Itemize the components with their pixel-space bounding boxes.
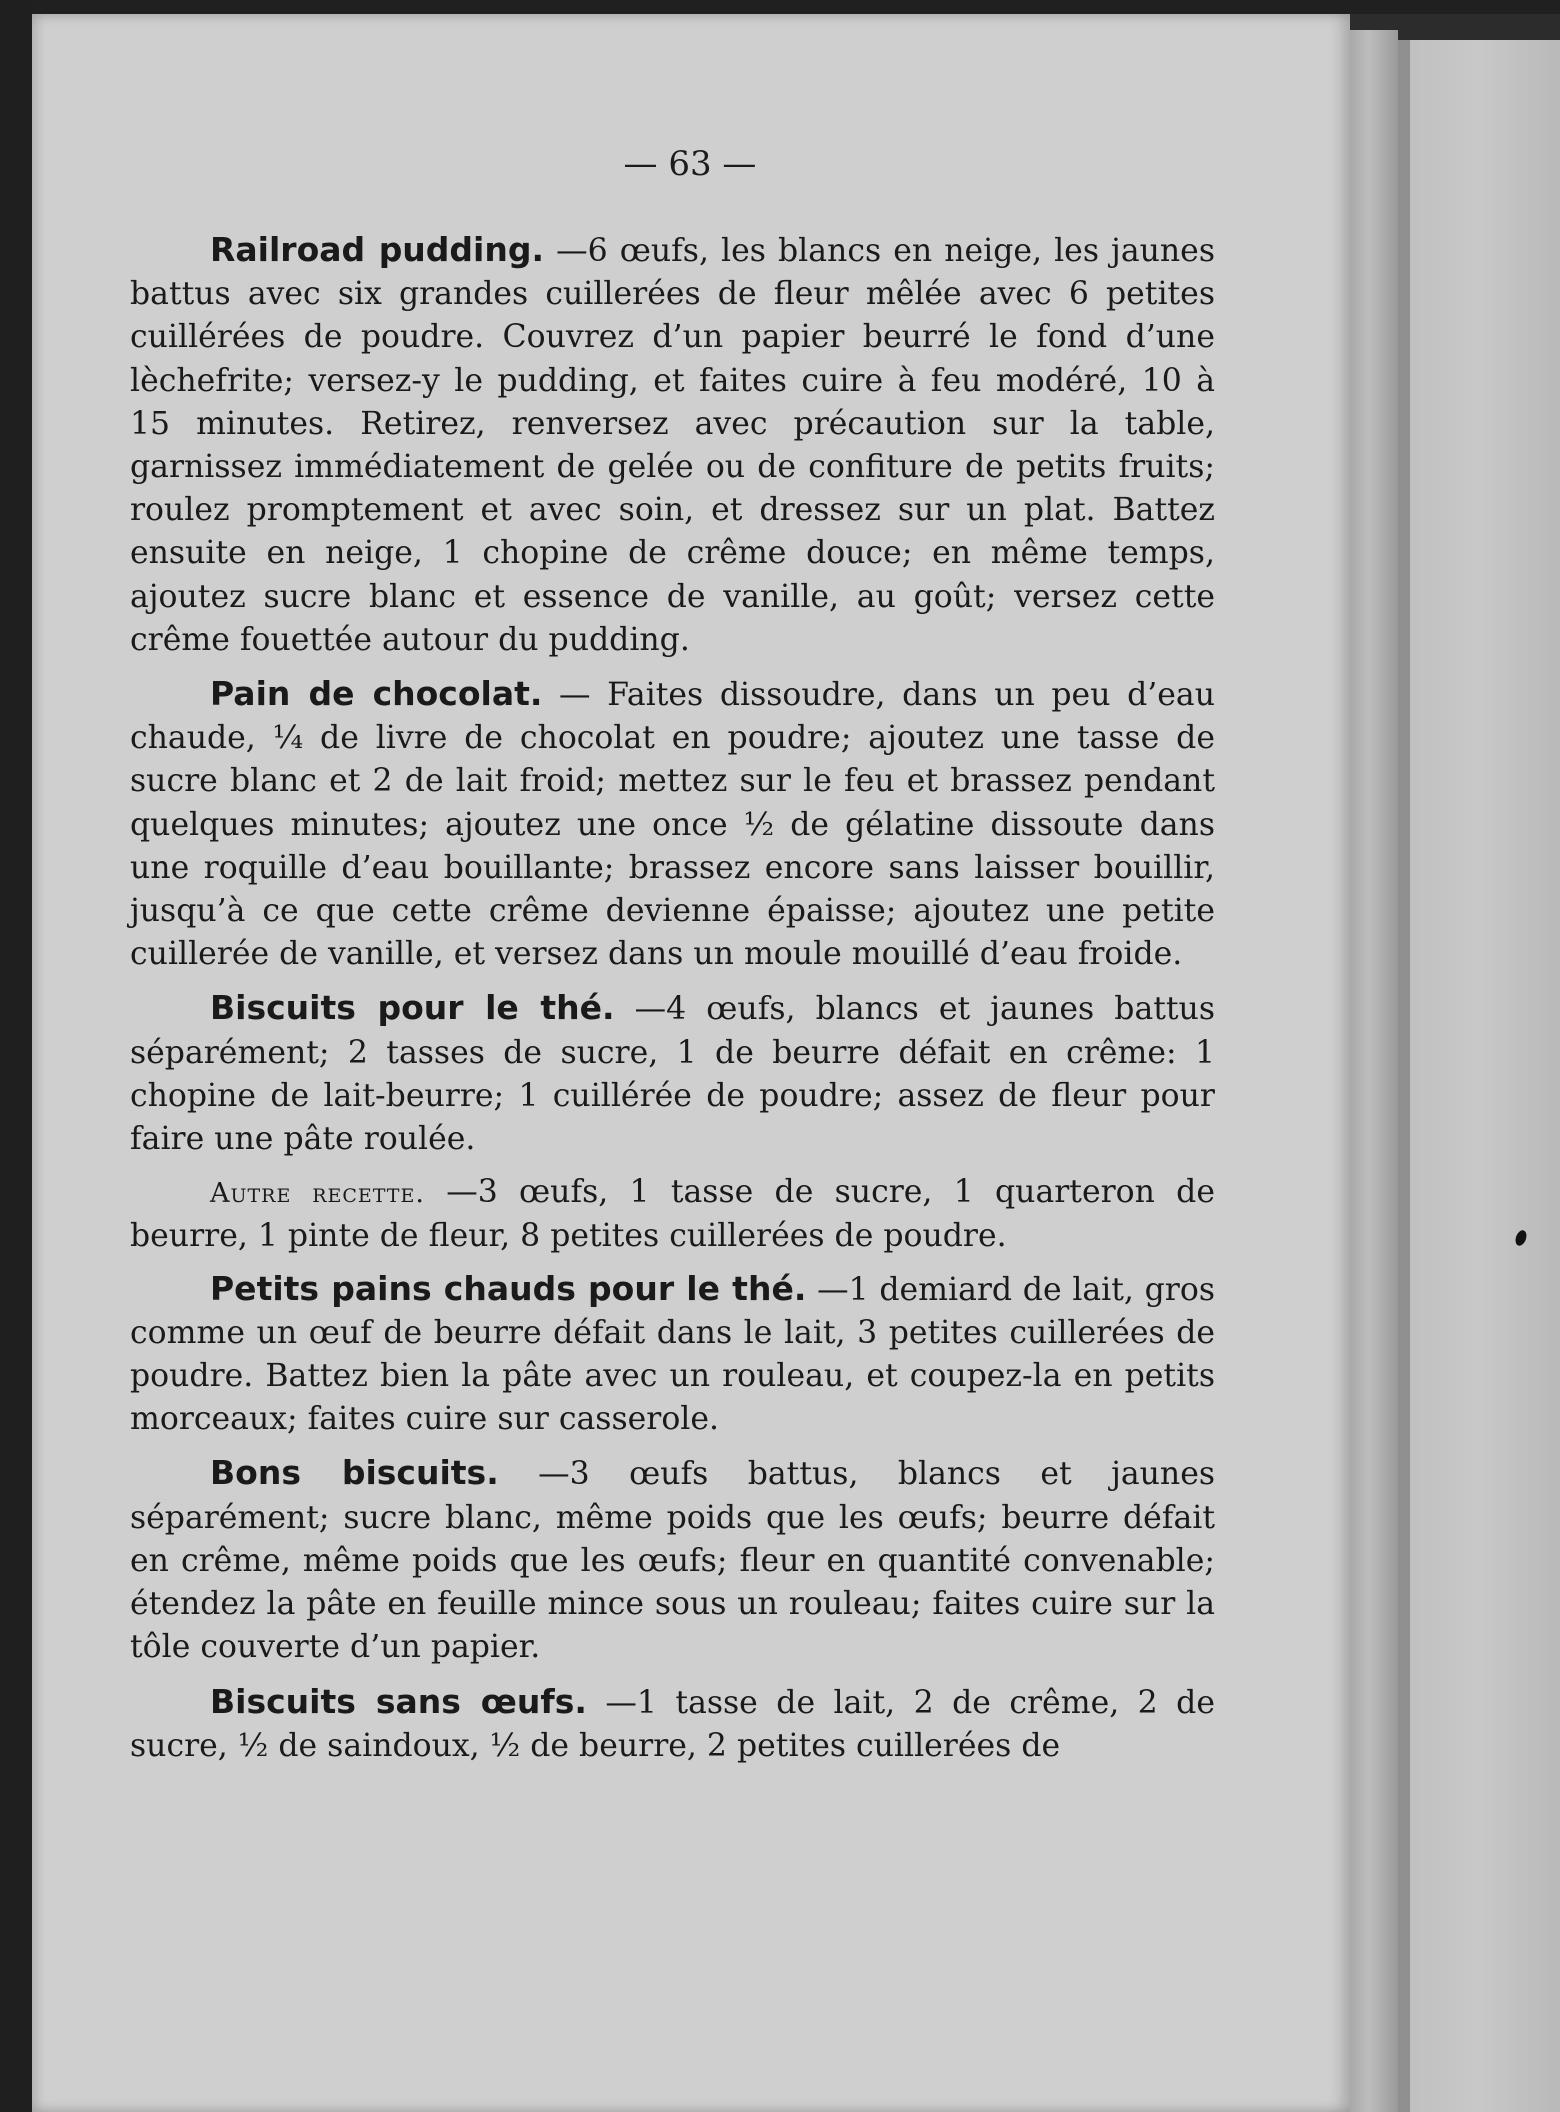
recipe-body: —4 œufs, blancs et jaunes battus séparément; 2 tasses de sucre, 1 de beurre défait en crême: 1 chopine de lait-beurre; 1 cuillérée de poudre; assez de fleur pour faire une pâte roulée. [130,991,1215,1158]
recipe-title: Pain de chocolat. [210,674,543,714]
recipe-railroad-pudding [130,228,1215,662]
recipe-body: —3 œufs battus, blancs et jaunes séparément; sucre blanc, même poids que les œufs; beurre défait en crême, même poids que les œufs; fleur en quantité convenable; étendez la pâte en feuille mince sous un rouleau; faites cuire sur la tôle couverte d’un papier. [130,1456,1215,1666]
recipe-biscuits-sans-oeufs [130,1680,1215,1768]
scan-left-border [0,0,32,2112]
recipe-title: Railroad pudding. [210,230,545,269]
recipe-body: —3 œufs, 1 tasse de sucre, 1 quarteron de beurre, 1 pinte de fleur, 8 petites cuillerées de poudre. [130,1174,1215,1255]
recipe-biscuits-pour-le-the [130,986,1215,1161]
underlying-page [1398,40,1560,2112]
recipe-body: —6 œufs, les blancs en neige, les jaunes battus avec six grandes cuillerées de fleur mêlée avec 6 petites cuillérées de poudre. Couvrez d’un papier beurré le fond d’une lèchefrite; versez-y le pudding, et faites cuire à feu modéré, 10 à 15 minutes. Retirez, renversez avec précaution sur la table, garnissez immédiatement de gelée ou de confiture de petits fruits; roulez promptement et avec soin, et dressez sur un plat. Battez ensuite en neige, 1 chopine de crême douce; en même temps, ajoutez sucre blanc et essence de vanille, au goût; versez cette crême fouettée autour du pudding. [130,233,1215,658]
recipe-body: —1 tasse de lait, 2 de crême, 2 de sucre, ½ de saindoux, ½ de beurre, 2 petites cuillerées de [130,1684,1215,1764]
page-number: — 63 — [623,144,757,184]
recipe-autre-recette [130,1171,1215,1258]
recipe-title: Petits pains chauds pour le thé. [210,1268,807,1308]
recipe-body: — Faites dissoudre, dans un peu d’eau chaude, ¼ de livre de chocolat en poudre; ajoutez une tasse de sucre blanc et 2 de lait froid; mettez sur le feu et brassez pendant quelques minutes; ajoutez une once ½ de gélatine dissoute dans une roquille d’eau bouillante; brassez encore sans laisser bouillir, jusqu’à ce que cette crême devienne épaisse; ajoutez une petite cuillerée de vanille, et versez dans un moule mouillé d’eau froide. [130,677,1215,973]
recipe-variant-title: Autre recette. [210,1178,425,1210]
page-shadow [1398,40,1410,2112]
recipe-bons-biscuits [130,1451,1215,1669]
recipe-petits-pains-chauds [130,1267,1215,1442]
scan-top-border [0,0,1560,14]
recipe-title: Biscuits pour le thé. [210,988,615,1028]
recipe-title: Bons biscuits. [210,1453,499,1493]
page-edge [1350,30,1398,2112]
recipe-title: Biscuits sans œufs. [210,1681,587,1721]
recipe-body: —1 demiard de lait, gros comme un œuf de beurre défait dans le lait, 3 petites cuillerées de poudre. Battez bien la pâte avec un rouleau, et coupez-la en petits morceaux; faites cuire sur casserole. [130,1271,1215,1438]
recipe-pain-de-chocolat [130,672,1215,976]
page-text [130,228,1215,1778]
